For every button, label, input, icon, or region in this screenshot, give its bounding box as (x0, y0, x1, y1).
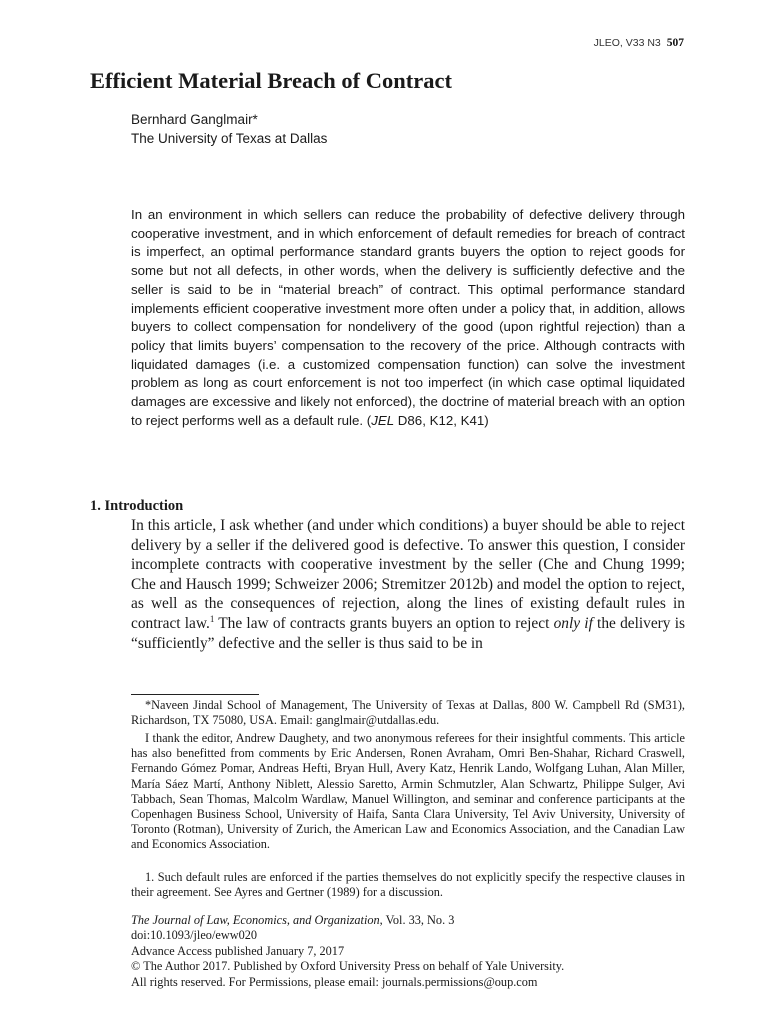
intro-text-end: the delivery is “sufficiently” defective and the seller is thus said to be in (131, 614, 685, 652)
intro-text: In this article, I ask whether (and under which conditions) a buyer should be able to reject delivery by a seller if the delivered good is defective. To answer this question, I consider incomplete contracts with cooperative investment by the seller (Che and Chung 1999; Che and Hausch 1999; Schweizer 2006; Stremitzer 2012b) and model the option to reject, as well as the consequences of rejection, along the lines of existing default rules in contract law. (131, 517, 685, 632)
footnote-acknowledgements: I thank the editor, Andrew Daughety, and two anonymous referees for their insightful comments. This article has also benefitted from comments by Eric Andersen, Ronen Avraham, Omri Ben-Shahar, Richard Craswell, Fernando Gómez Pomar, Andreas Hefti, Bryan Hull, Avery Katz, Henrik Lando, Wolfgang Luhan, Alan Miller, María Sáez Martí, Anthony Niblett, Alessio Saretto, Armin Schmutzler, Alan Schwartz, Philippe Sulger, Avi Tabbach, Sean Thomas, Malcolm Wardlaw, Manuel Willington, and seminar and conference participants at the Copenhagen Business School, University of Haifa, Santa Clara University, Tel Aviv University, University of Toronto (Rotman), University of Zurich, the American Law and Economics Association, and the Canadian Law and Economics Association. (131, 731, 685, 852)
publication-footer (131, 913, 564, 990)
intro-paragraph (131, 516, 685, 653)
author-name: Bernhard Ganglmair* (131, 112, 258, 127)
intro-text-continued: The law of contracts grants buyers an option to reject (214, 614, 554, 632)
doi: doi:10.1093/jleo/eww020 (131, 928, 258, 943)
advance-access: Advance Access published January 7, 2017 (131, 943, 345, 958)
journal-volume: , Vol. 33, No. 3 (379, 913, 455, 927)
journal-abbrev: JLEO, V33 N3 (593, 37, 661, 49)
footnote-rule (131, 694, 259, 695)
rights: All rights reserved. For Permissions, please email: journals.permissions@oup.com (131, 974, 538, 989)
article-title: Efficient Material Breach of Contract (90, 68, 452, 93)
page-number: 507 (666, 37, 684, 49)
jel-label: JEL (371, 412, 395, 428)
footnote-marker: 1 (209, 613, 215, 624)
footnote-affiliation: *Naveen Jindal School of Management, The University of Texas at Dallas, 800 W. Campbell Rd (SM31), Richardson, TX 75080, USA. Email: ganglmair@utdallas.edu. (131, 698, 685, 728)
footnote-1: 1. Such default rules are enforced if the parties themselves do not explicitly specify the respective clauses in their agreement. See Ayres and Gertner (1989) for a discussion. (131, 870, 685, 900)
abstract (131, 206, 685, 430)
journal-name: The Journal of Law, Economics, and Organization (131, 913, 380, 927)
jel-codes: D86, K12, K41) (394, 412, 489, 428)
running-head (594, 37, 684, 49)
copyright: © The Author 2017. Published by Oxford University Press on behalf of Yale University. (131, 959, 565, 974)
journal-citation (131, 913, 564, 928)
intro-emphasis: only if (553, 614, 593, 632)
abstract-text: In an environment in which sellers can reduce the probability of defective delivery through cooperative investment, and in which enforcement of default remedies for breach of contract is imperfect, an optimal performance standard grants buyers the option to reject goods for some but not all defects, in other words, when the delivery is sufficiently defective and the seller is said to be in “material breach” of contract. This optimal performance standard implements efficient cooperative investment more often under a policy that, in addition, allows buyers to collect compensation for nondelivery of the good (upon rightful rejection) than a policy that limits buyers’ compensation to the recovery of the price. Although contracts with liquidated damages (i.e. a customized compensation function) can solve the investment problem as long as court enforcement is not too imperfect (in which case optimal liquidated damages are excessive and likely not enforced), the doctrine of material breach with an option to reject performs well as a default rule. ( (131, 207, 685, 428)
author-affiliation: The University of Texas at Dallas (131, 131, 328, 146)
section-heading: 1. Introduction (90, 498, 184, 514)
